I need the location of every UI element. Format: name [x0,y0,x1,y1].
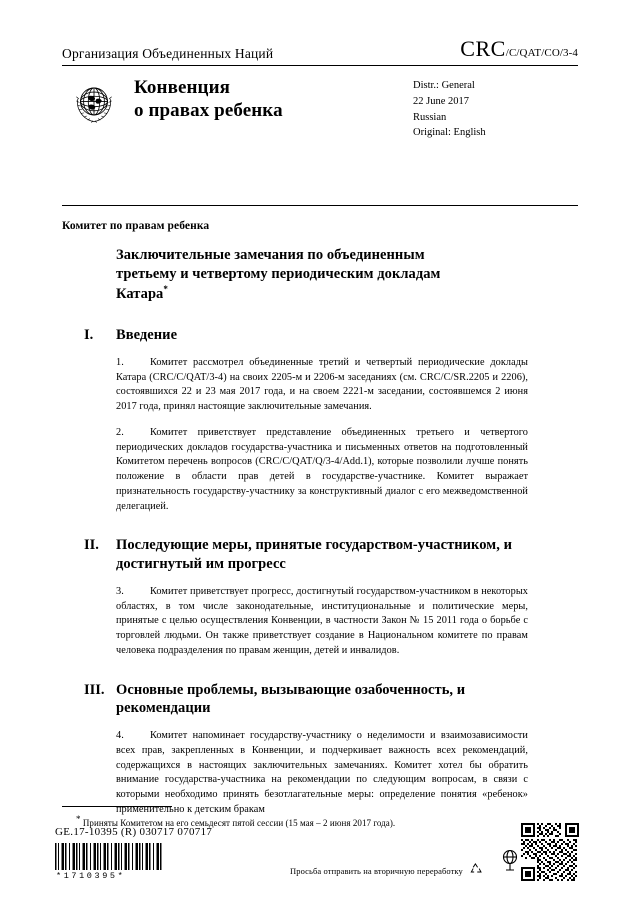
organization-name: Организация Объединенных Наций [62,46,274,61]
paragraph-3 [116,585,528,659]
paragraph-number-3: 3. [116,585,124,597]
distribution-date: 22 June 2017 [413,95,469,107]
masthead-rule [62,65,578,66]
masthead-main-row [62,75,578,143]
paragraph-2 [116,426,528,514]
page-title [116,246,516,304]
page-title-line3: Катара [116,286,164,303]
convention-title-line2: о правах ребенка [134,100,283,122]
job-number: GE.17-10395 (R) 030717 070717 [55,826,213,838]
section-divider-rule [62,205,578,206]
recycle-note-text: Просьба отправить на вторичную переработку [290,865,463,876]
masthead [62,36,578,143]
recycle-icon [468,862,484,879]
section-heading-3 [84,681,578,719]
document-body [62,246,578,818]
recycle-note [290,862,484,879]
convention-title [134,75,413,122]
globe-icon [500,848,520,872]
distribution-block [413,75,578,141]
barcode-image [55,843,163,870]
page-title-line1: Заключительные замечания по объединенным [116,247,425,263]
paragraph-text-4: Комитет напоминает государству-участнику о неделимости и взаимозависимости всех прав, закрепленных в Конвенции, и подчеркивает важность всех рекомендаций, содержащихся в настоящих заключительных замечаниях. Комитет хотел бы обратить внимание государства-участника на рекомендации по следующим вопросам, в связи с которыми необходимо принять безотлагательные меры: определение понятия «ребенок» применительно к детским бракам [116,730,528,815]
section-title-1: Введение [116,327,178,344]
page-title-line2: третьему и четвертому периодическим докладам [116,266,441,283]
distribution-type: Distr.: General [413,80,475,91]
committee-name: Комитет по правам ребенка [62,220,210,232]
distribution-language: Russian [413,111,447,123]
section-heading-2 [84,536,578,574]
paragraph-number-4: 4. [116,730,124,742]
paragraph-1 [116,356,528,415]
document-symbol-main: CRC [460,36,506,61]
footnote-marker: * [76,814,81,824]
qr-code [521,823,579,881]
section-numeral-3: III. [84,681,105,698]
convention-title-line1: Конвенция [134,77,230,98]
footnote-body: Приняты Комитетом на его семьдесят пятой сессии (15 мая – 2 июня 2017 года). [82,818,396,828]
distribution-original: Original: English [413,127,486,139]
footnote-rule [62,806,172,807]
barcode-number: *1710395* [56,871,126,881]
document-symbol-suffix: /C/QAT/CO/3-4 [505,47,578,59]
paragraph-4 [116,729,528,817]
un-emblem [68,77,120,129]
document-symbol [460,36,578,62]
masthead-top-row [62,36,578,65]
paragraph-text-1: Комитет рассмотрел объединенные третий и четвертый периодические доклады Катара (CRC/C/QAT/3-4) на своих 2205-м и 2206-м заседаниях (см. CRC/C/SR.2205 и 2206), состоявшихся 22 и 23 мая 2017 года, и на своем 2221-м заседании, состоявшемся 2 июня 2017 года, принял настоящие заключительные замечания. [116,357,528,413]
title-footnote-marker: * [163,284,168,295]
section-numeral-2: II. [84,537,99,554]
paragraph-text-3: Комитет приветствует прогресс, достигнутый государством-участником в некоторых областях, в том числе законодательные, институциональные и политические меры, принятые с целью осуществления Конвенции, в частности Закон № 15 2011 года о борьбе с торговлей людьми. Он также приветствует создание в Национальном комитете по правам человека подразделения по правам женщин, детей и инвалидов. [116,585,528,656]
section-numeral-1: I. [84,327,94,344]
paragraph-number-2: 2. [116,426,124,438]
section-title-3: Основные проблемы, вызывающие озабоченность, и рекомендации [116,681,466,717]
section-title-2: Последующие меры, принятые государством-участником, и достигнутый им прогресс [116,537,512,573]
section-heading-1 [84,326,578,345]
paragraph-text-2: Комитет приветствует представление объединенных третьего и четвертого периодических докладов государства-участника и письменных ответов на подготовленный Комитетом перечень вопросов (CRC/C/QAT/Q/3-4/Add.1), которые позволили лучше понять положение в области прав детей в государстве-участнике. Комитет выражает признательность государству-участнику за конструктивный диалог с его межведомственной делегацией. [116,426,528,512]
paragraph-number-1: 1. [116,357,124,369]
